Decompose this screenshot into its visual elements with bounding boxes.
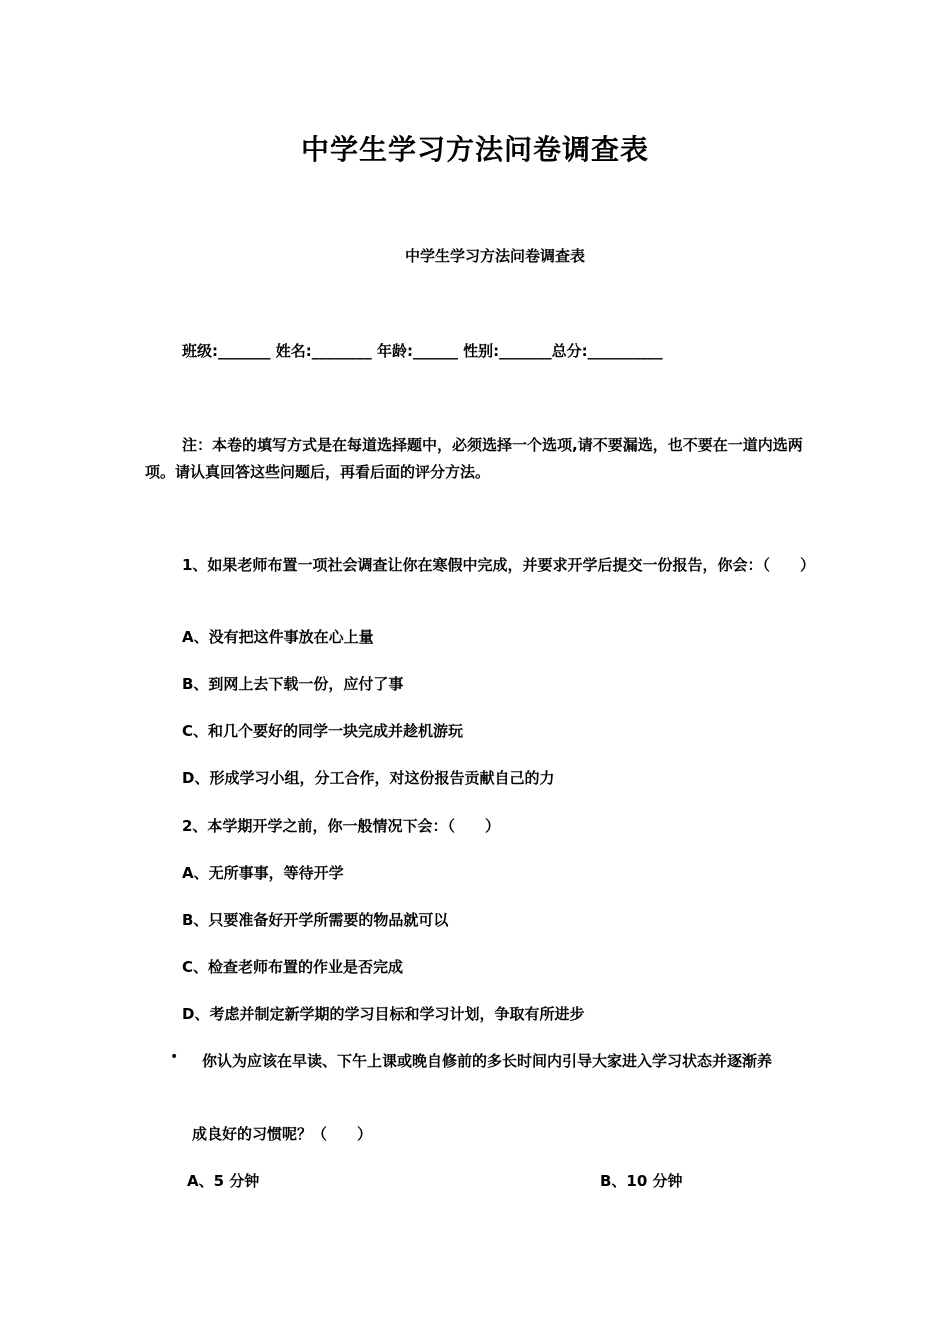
question-3-continuation: 成良好的习惯呢？（ ） xyxy=(192,1125,373,1143)
question-3-option-a: A、5 分钟 xyxy=(187,1172,260,1190)
document-subtitle: 中学生学习方法问卷调查表 xyxy=(404,247,585,265)
document-title: 中学生学习方法问卷调查表 xyxy=(300,133,649,166)
bullet-marker: • xyxy=(170,1049,179,1065)
question-2-option-c: C、检查老师布置的作业是否完成 xyxy=(182,958,404,976)
question-1: 1、如果老师布置一项社会调查让你在寒假中完成，并要求开学后提交一份报告，你会：（ ） xyxy=(182,556,815,574)
question-2-option-d: D、考虑并制定新学期的学习目标和学习计划，争取有所进步 xyxy=(182,1005,585,1023)
question-3-option-b: B、10 分钟 xyxy=(600,1172,683,1190)
question-3: 你认为应该在早读、下午上课或晚自修前的多长时间内引导大家进入学习状态并逐渐养 xyxy=(202,1052,773,1070)
student-info-line: 班级:_______ 姓名:________ 年龄:______ 性别:_______总分:__________ xyxy=(182,342,663,360)
question-1-option-a: A、没有把这件事放在心上量 xyxy=(182,628,374,646)
question-1-option-b: B、到网上去下载一份，应付了事 xyxy=(182,675,404,693)
question-2-option-b: B、只要准备好开学所需要的物品就可以 xyxy=(182,911,449,929)
question-1-option-d: D、形成学习小组，分工合作，对这份报告贡献自己的力 xyxy=(182,769,555,787)
question-2: 2、本学期开学之前，你一般情况下会：（ ） xyxy=(182,817,500,835)
instructions-note: 注：本卷的填写方式是在每道选择题中，必须选择一个选项,请不要漏选，也不要在一道内选两项。请认真回答这些问题后，再看后面的评分方法。 xyxy=(145,436,803,481)
question-2-option-a: A、无所事事，等待开学 xyxy=(182,864,344,882)
question-1-option-c: C、和几个要好的同学一块完成并趁机游玩 xyxy=(182,722,464,740)
